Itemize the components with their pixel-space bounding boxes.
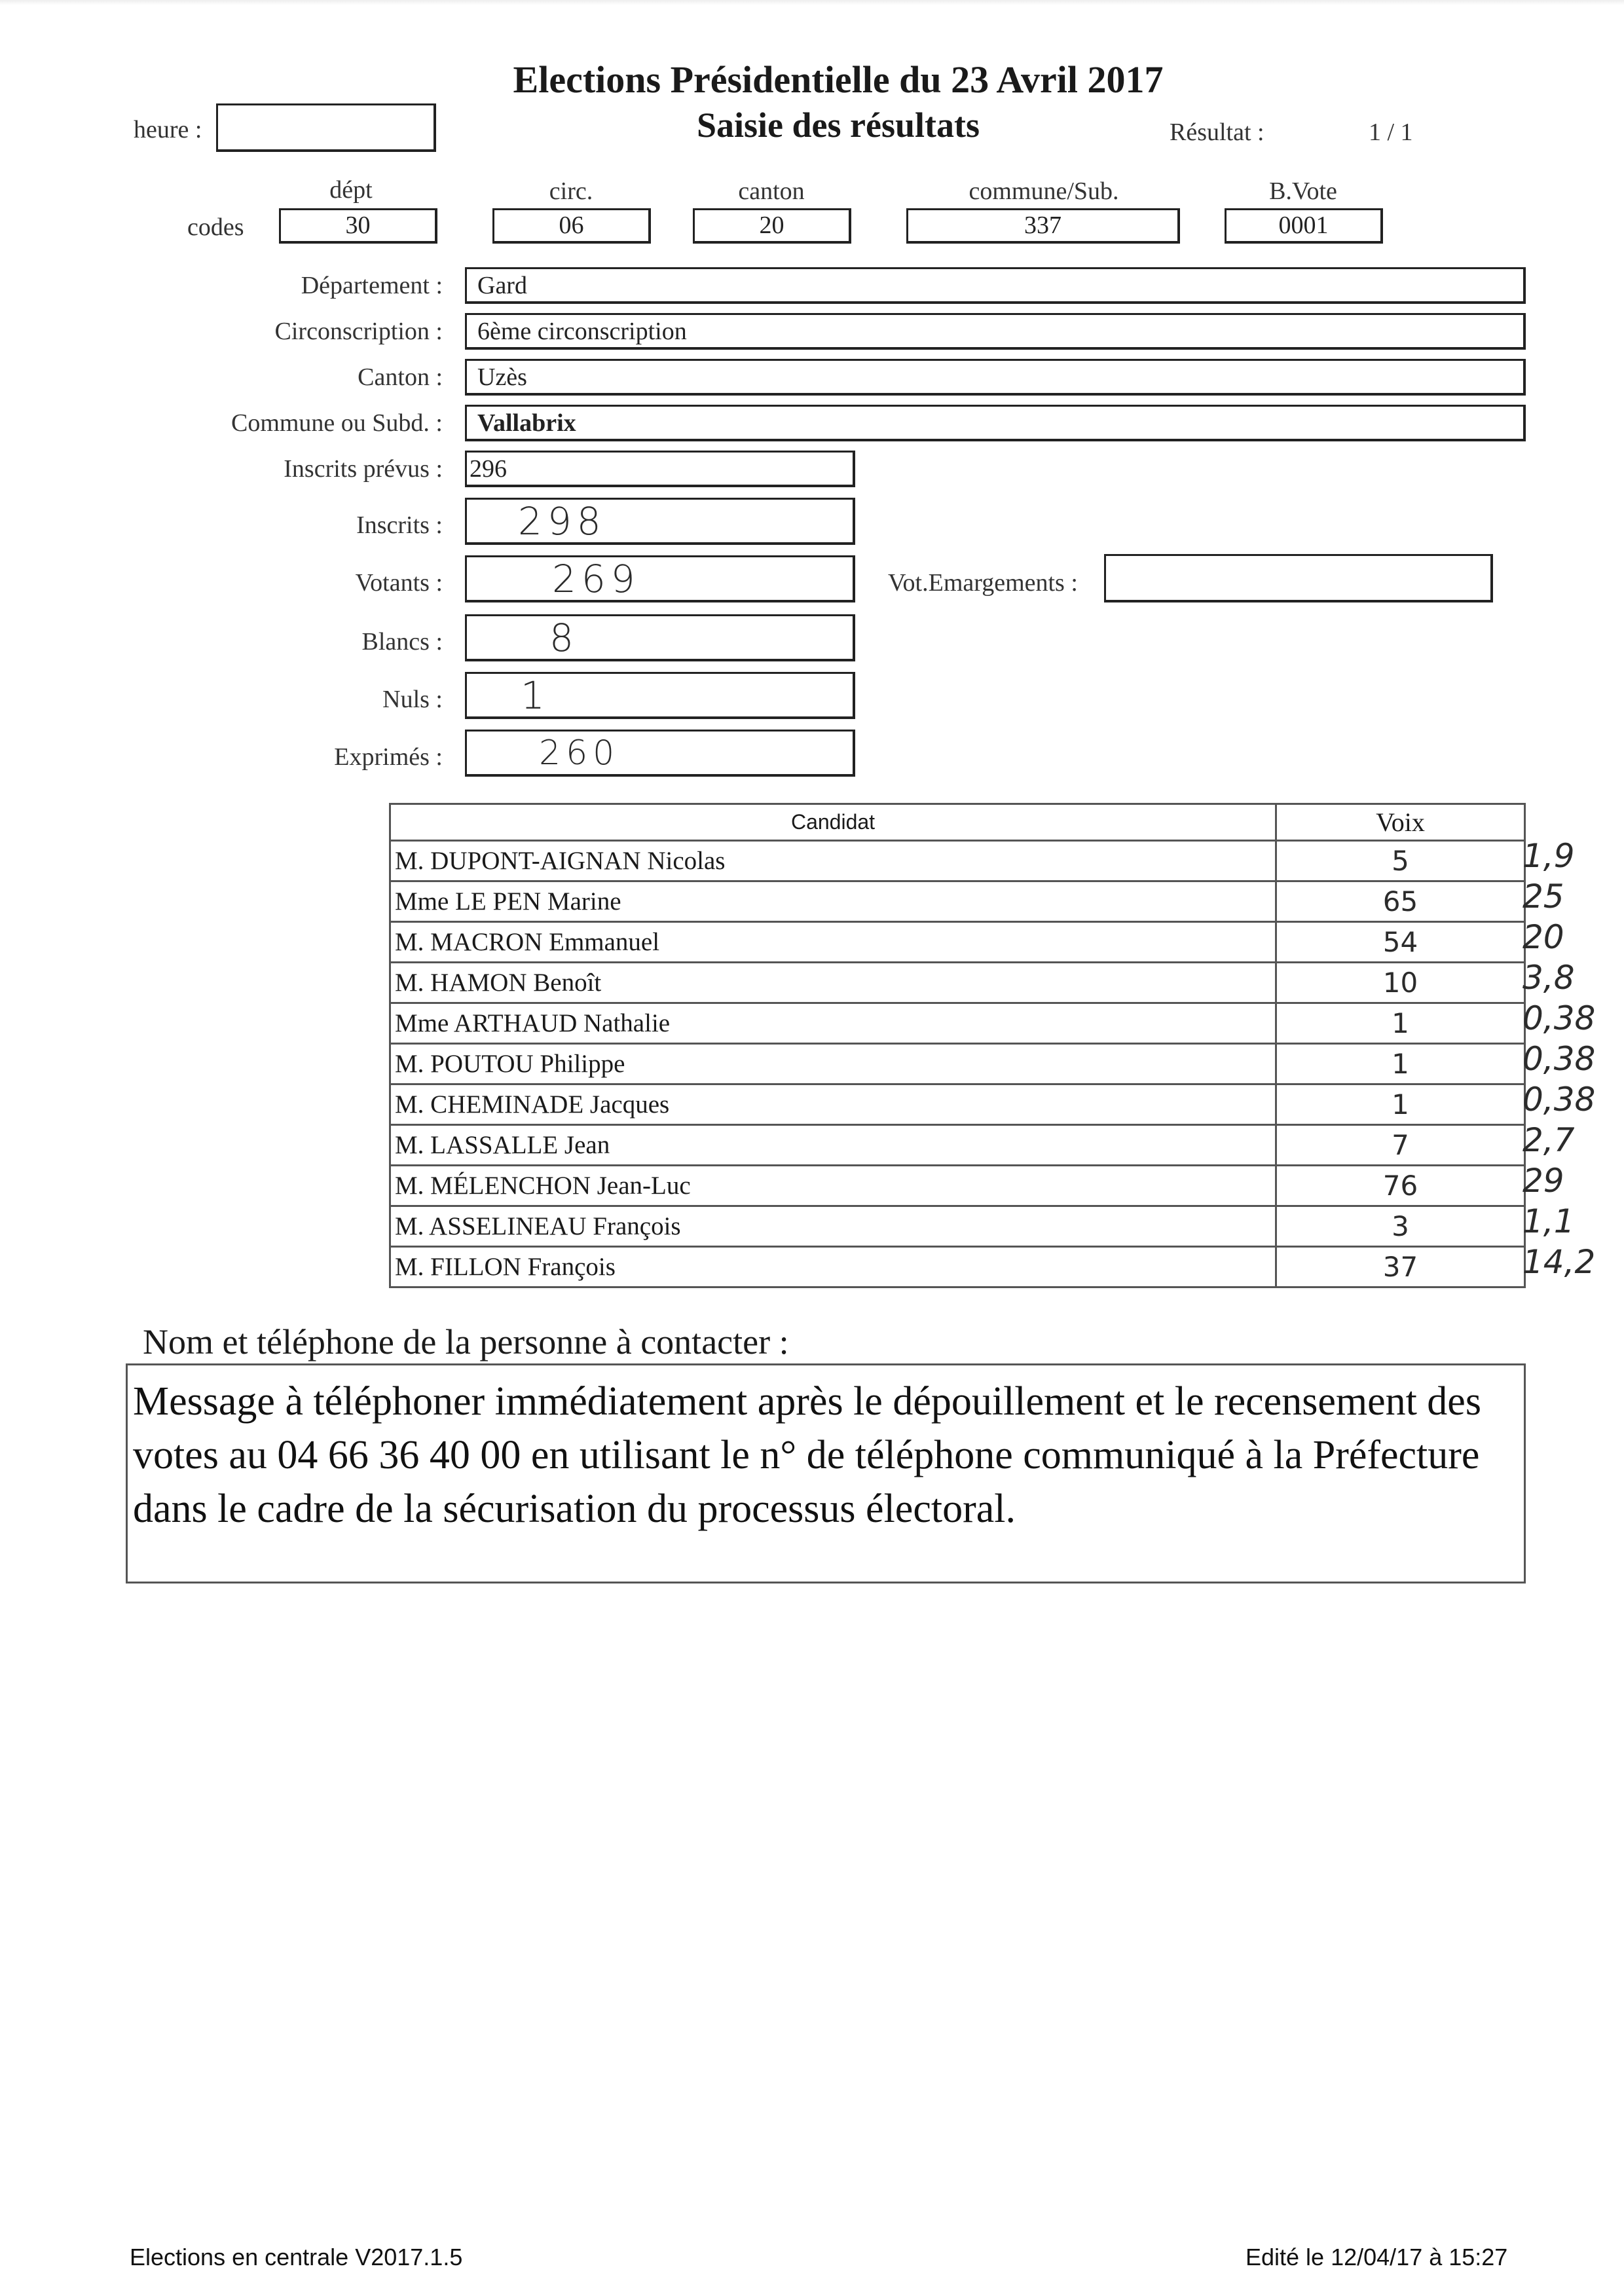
circonscription-label: Circonscription : <box>274 318 443 345</box>
circonscription-value: 6ème circonscription <box>477 317 687 345</box>
candidate-percentage: 20 <box>1522 918 1564 956</box>
commune-label: Commune ou Subd. : <box>231 409 443 437</box>
candidates-table <box>389 803 1526 1288</box>
footer-app-version: Elections en centrale V2017.1.5 <box>130 2244 463 2270</box>
page-title: Elections Présidentielle du 23 Avril 2017 <box>513 58 1164 101</box>
exprimes-value: 260 <box>539 733 620 773</box>
table-row <box>390 922 1525 963</box>
candidate-percentage: 0,38 <box>1522 1081 1596 1119</box>
table-row <box>390 1044 1525 1084</box>
canton-field[interactable] <box>465 359 1526 396</box>
candidate-percentage: 3,8 <box>1522 959 1575 997</box>
circonscription-field[interactable] <box>465 313 1526 350</box>
footer-edited-date: Edité le 12/04/17 à 15:27 <box>1246 2244 1508 2270</box>
heure-label: heure : <box>134 116 202 143</box>
commune-field[interactable] <box>465 405 1526 441</box>
exprimes-field[interactable] <box>465 730 855 777</box>
table-row <box>390 1166 1525 1206</box>
candidate-percentage: 1,1 <box>1522 1202 1575 1240</box>
table-row <box>390 1206 1525 1247</box>
nuls-value: 1 <box>521 673 550 718</box>
page-subtitle: Saisie des résultats <box>697 105 980 145</box>
dept-code-field[interactable] <box>279 208 437 244</box>
table-row <box>390 1125 1525 1166</box>
candidate-percentage: 14,2 <box>1522 1243 1596 1281</box>
exprimes-label: Exprimés : <box>334 743 443 771</box>
candidate-name: Mme ARTHAUD Nathalie <box>390 1003 1276 1044</box>
contact-label: Nom et téléphone de la personne à contacter : <box>143 1322 789 1361</box>
candidate-percentage: 29 <box>1522 1162 1564 1200</box>
candidate-name: M. MACRON Emmanuel <box>390 922 1276 963</box>
table-row <box>390 963 1525 1003</box>
candidate-voix[interactable]: 5 <box>1276 841 1525 881</box>
inscrits-field[interactable] <box>465 498 855 545</box>
blancs-value: 8 <box>549 615 579 660</box>
commune-code-value: 337 <box>1024 212 1061 239</box>
contact-message: Message à téléphoner immédiatement après le dépouillement et le recensement des votes au 04 66 36 40 00 en utilisant le n° de téléphone communiqué à la Préfecture dans le cadre de la sécurisation du processus électoral. <box>133 1379 1481 1531</box>
departement-field[interactable] <box>465 267 1526 304</box>
candidate-percentage: 0,38 <box>1522 1040 1596 1078</box>
inscrits-value: 298 <box>518 498 606 544</box>
nuls-label: Nuls : <box>382 686 443 713</box>
candidate-voix[interactable]: 1 <box>1276 1084 1525 1125</box>
bvote-code-label: B.Vote <box>1269 177 1337 205</box>
dept-code-label: dépt <box>329 176 373 204</box>
candidate-percentage: 25 <box>1522 878 1564 916</box>
candidate-name: M. CHEMINADE Jacques <box>390 1084 1276 1125</box>
codes-row-label: codes <box>187 213 244 241</box>
col-header-voix: Voix <box>1276 804 1525 841</box>
table-row <box>390 881 1525 922</box>
candidate-voix[interactable]: 37 <box>1276 1247 1525 1287</box>
contact-message-box[interactable] <box>126 1363 1526 1583</box>
emargements-label: Vot.Emargements : <box>888 569 1078 597</box>
candidate-name: M. DUPONT-AIGNAN Nicolas <box>390 841 1276 881</box>
candidate-voix[interactable]: 7 <box>1276 1125 1525 1166</box>
candidate-percentage: 1,9 <box>1522 837 1575 875</box>
votants-value: 269 <box>552 556 640 601</box>
dept-code-value: 30 <box>345 212 371 239</box>
emargements-field[interactable] <box>1104 554 1493 602</box>
candidate-voix[interactable]: 3 <box>1276 1206 1525 1247</box>
heure-field[interactable] <box>216 103 436 152</box>
canton-code-label: canton <box>738 177 805 205</box>
candidate-name: M. ASSELINEAU François <box>390 1206 1276 1247</box>
departement-value: Gard <box>477 271 527 299</box>
inscrits-prevus-field[interactable] <box>465 451 855 487</box>
resultat-value: 1 / 1 <box>1369 119 1413 146</box>
bvote-code-value: 0001 <box>1278 212 1329 239</box>
candidate-name: M. LASSALLE Jean <box>390 1125 1276 1166</box>
commune-value: Vallabrix <box>477 409 576 437</box>
canton-code-field[interactable] <box>693 208 851 244</box>
candidate-name: M. FILLON François <box>390 1247 1276 1287</box>
candidate-voix[interactable]: 10 <box>1276 963 1525 1003</box>
inscrits-prevus-value: 296 <box>470 454 507 483</box>
commune-code-label: commune/Sub. <box>969 177 1119 205</box>
circ-code-label: circ. <box>549 177 593 205</box>
candidate-name: M. MÉLENCHON Jean-Luc <box>390 1166 1276 1206</box>
canton-value: Uzès <box>477 363 527 391</box>
candidate-voix[interactable]: 76 <box>1276 1166 1525 1206</box>
votants-label: Votants : <box>355 569 443 597</box>
blancs-label: Blancs : <box>361 628 443 656</box>
table-row <box>390 1084 1525 1125</box>
scan-edge <box>0 0 1624 5</box>
table-row <box>390 841 1525 881</box>
circ-code-value: 06 <box>559 212 584 239</box>
bvote-code-field[interactable] <box>1225 208 1383 244</box>
candidate-voix[interactable]: 1 <box>1276 1003 1525 1044</box>
candidate-voix[interactable]: 65 <box>1276 881 1525 922</box>
table-header-row <box>390 804 1525 841</box>
table-row <box>390 1003 1525 1044</box>
inscrits-label: Inscrits : <box>356 511 443 539</box>
departement-label: Département : <box>301 272 443 299</box>
inscrits-prevus-label: Inscrits prévus : <box>284 455 443 483</box>
candidate-percentage: 2,7 <box>1522 1121 1575 1159</box>
candidate-name: M. POUTOU Philippe <box>390 1044 1276 1084</box>
nuls-field[interactable] <box>465 672 855 719</box>
candidate-voix[interactable]: 1 <box>1276 1044 1525 1084</box>
candidate-name: Mme LE PEN Marine <box>390 881 1276 922</box>
votants-field[interactable] <box>465 555 855 602</box>
resultat-label: Résultat : <box>1170 119 1264 146</box>
col-header-candidat: Candidat <box>390 804 1276 841</box>
table-row <box>390 1247 1525 1287</box>
blancs-field[interactable] <box>465 614 855 661</box>
canton-code-value: 20 <box>759 212 784 239</box>
circ-code-field[interactable] <box>492 208 651 244</box>
candidate-name: M. HAMON Benoît <box>390 963 1276 1003</box>
canton-label: Canton : <box>358 363 443 391</box>
candidate-voix[interactable]: 54 <box>1276 922 1525 963</box>
commune-code-field[interactable] <box>906 208 1180 244</box>
candidate-percentage: 0,38 <box>1522 999 1596 1037</box>
